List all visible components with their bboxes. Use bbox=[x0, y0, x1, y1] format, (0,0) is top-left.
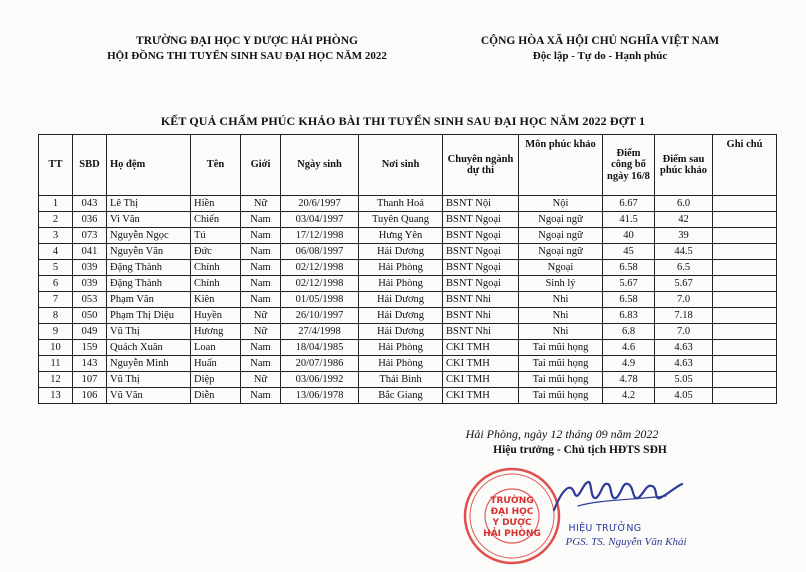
cell-ten: Chiến bbox=[191, 212, 241, 228]
cell-mon-phuc-khao: Tai mũi họng bbox=[519, 356, 603, 372]
table-row bbox=[39, 228, 777, 244]
cell-ngay-sinh: 13/06/1978 bbox=[281, 388, 359, 404]
cell-noi-sinh: Hưng Yên bbox=[359, 228, 443, 244]
table-row bbox=[39, 276, 777, 292]
table-header-row bbox=[39, 135, 777, 196]
cell-mon-phuc-khao: Sinh lý bbox=[519, 276, 603, 292]
council-name: HỘI ĐỒNG THI TUYỂN SINH SAU ĐẠI HỌC NĂM 2022 bbox=[107, 50, 387, 62]
cell-sbd: 143 bbox=[73, 356, 107, 372]
cell-tt: 7 bbox=[39, 292, 73, 308]
cell-sbd: 107 bbox=[73, 372, 107, 388]
cell-ngay-sinh: 20/6/1997 bbox=[281, 196, 359, 212]
cell-sbd: 039 bbox=[73, 276, 107, 292]
cell-ghi-chu bbox=[713, 340, 777, 356]
table-row bbox=[39, 196, 777, 212]
cell-tt: 4 bbox=[39, 244, 73, 260]
cell-ngay-sinh: 03/06/1992 bbox=[281, 372, 359, 388]
cell-tt: 3 bbox=[39, 228, 73, 244]
cell-gioi: Nam bbox=[241, 212, 281, 228]
cell-diem-sau-phuc-khao: 5.05 bbox=[655, 372, 713, 388]
col-header-noi-sinh: Nơi sinh bbox=[359, 135, 443, 196]
cell-ho-dem: Nguyễn Văn bbox=[107, 244, 191, 260]
cell-ho-dem: Vũ Thị bbox=[107, 324, 191, 340]
table-row bbox=[39, 388, 777, 404]
cell-noi-sinh: Hải Dương bbox=[359, 324, 443, 340]
cell-ghi-chu bbox=[713, 308, 777, 324]
cell-noi-sinh: Hải Dương bbox=[359, 308, 443, 324]
cell-noi-sinh: Hải Phòng bbox=[359, 276, 443, 292]
cell-ho-dem: Lê Thị bbox=[107, 196, 191, 212]
cell-chuyen-nganh: CKI TMH bbox=[443, 372, 519, 388]
cell-diem-cong-bo: 5.67 bbox=[603, 276, 655, 292]
cell-chuyen-nganh: BSNT Nhi bbox=[443, 308, 519, 324]
cell-mon-phuc-khao: Nhi bbox=[519, 292, 603, 308]
cell-gioi: Nữ bbox=[241, 372, 281, 388]
cell-ho-dem: Phạm Văn bbox=[107, 292, 191, 308]
stamp-line-3: Y DƯỢC bbox=[492, 518, 532, 528]
stamp-line-2: ĐẠI HỌC bbox=[490, 507, 534, 517]
cell-mon-phuc-khao: Tai mũi họng bbox=[519, 340, 603, 356]
cell-ghi-chu bbox=[713, 228, 777, 244]
cell-noi-sinh: Hải Dương bbox=[359, 292, 443, 308]
cell-diem-sau-phuc-khao: 6.5 bbox=[655, 260, 713, 276]
col-header-ten: Tên bbox=[191, 135, 241, 196]
cell-ho-dem: Nguyễn Minh bbox=[107, 356, 191, 372]
cell-ngay-sinh: 02/12/1998 bbox=[281, 260, 359, 276]
cell-ngay-sinh: 02/12/1998 bbox=[281, 276, 359, 292]
signer-title: HIỆU TRƯỞNG bbox=[568, 523, 642, 534]
cell-diem-sau-phuc-khao: 4.63 bbox=[655, 340, 713, 356]
cell-ten: Hiền bbox=[191, 196, 241, 212]
col-header-tt: TT bbox=[39, 135, 73, 196]
cell-noi-sinh: Hải Phòng bbox=[359, 356, 443, 372]
official-stamp bbox=[462, 466, 562, 566]
cell-noi-sinh: Hải Phòng bbox=[359, 340, 443, 356]
table-row bbox=[39, 244, 777, 260]
cell-sbd: 049 bbox=[73, 324, 107, 340]
cell-ngay-sinh: 26/10/1997 bbox=[281, 308, 359, 324]
cell-diem-cong-bo: 41.5 bbox=[603, 212, 655, 228]
cell-ngay-sinh: 20/07/1986 bbox=[281, 356, 359, 372]
cell-gioi: Nam bbox=[241, 260, 281, 276]
cell-diem-sau-phuc-khao: 6.0 bbox=[655, 196, 713, 212]
cell-ho-dem: Vũ Văn bbox=[107, 388, 191, 404]
cell-ten: Huyền bbox=[191, 308, 241, 324]
cell-sbd: 043 bbox=[73, 196, 107, 212]
cell-ten: Kiên bbox=[191, 292, 241, 308]
cell-ghi-chu bbox=[713, 292, 777, 308]
cell-diem-sau-phuc-khao: 5.67 bbox=[655, 276, 713, 292]
cell-chuyen-nganh: BSNT Ngoại bbox=[443, 276, 519, 292]
place-date: Hải Phòng, ngày 12 tháng 09 năm 2022 bbox=[465, 427, 659, 441]
cell-mon-phuc-khao: Tai mũi họng bbox=[519, 388, 603, 404]
cell-gioi: Nữ bbox=[241, 324, 281, 340]
cell-ho-dem: Nguyễn Ngọc bbox=[107, 228, 191, 244]
cell-diem-sau-phuc-khao: 42 bbox=[655, 212, 713, 228]
col-header-chuyen-nganh: Chuyên ngành dự thi bbox=[443, 135, 519, 196]
cell-ngay-sinh: 18/04/1985 bbox=[281, 340, 359, 356]
cell-gioi: Nam bbox=[241, 388, 281, 404]
cell-tt: 8 bbox=[39, 308, 73, 324]
cell-diem-cong-bo: 6.58 bbox=[603, 292, 655, 308]
table-row bbox=[39, 212, 777, 228]
col-header-diem-sau-phuc-khao: Điểm sau phúc khảo bbox=[655, 135, 713, 196]
cell-ten: Chính bbox=[191, 260, 241, 276]
cell-ghi-chu bbox=[713, 276, 777, 292]
table-row bbox=[39, 356, 777, 372]
cell-sbd: 106 bbox=[73, 388, 107, 404]
cell-diem-cong-bo: 40 bbox=[603, 228, 655, 244]
signer-role: Hiệu trưởng - Chủ tịch HĐTS SĐH bbox=[493, 444, 667, 456]
header-right bbox=[470, 34, 730, 64]
cell-chuyen-nganh: BSNT Ngoại bbox=[443, 244, 519, 260]
header-left bbox=[92, 34, 402, 64]
cell-noi-sinh: Hải Phòng bbox=[359, 260, 443, 276]
cell-diem-cong-bo: 4.2 bbox=[603, 388, 655, 404]
cell-gioi: Nữ bbox=[241, 196, 281, 212]
cell-chuyen-nganh: BSNT Nhi bbox=[443, 292, 519, 308]
table-row bbox=[39, 308, 777, 324]
cell-ten: Huấn bbox=[191, 356, 241, 372]
cell-diem-sau-phuc-khao: 39 bbox=[655, 228, 713, 244]
cell-ten: Hương bbox=[191, 324, 241, 340]
table-row bbox=[39, 260, 777, 276]
cell-sbd: 053 bbox=[73, 292, 107, 308]
table-row bbox=[39, 372, 777, 388]
cell-ghi-chu bbox=[713, 212, 777, 228]
table-row bbox=[39, 324, 777, 340]
cell-diem-sau-phuc-khao: 44.5 bbox=[655, 244, 713, 260]
cell-sbd: 036 bbox=[73, 212, 107, 228]
cell-ho-dem: Đặng Thành bbox=[107, 276, 191, 292]
cell-gioi: Nam bbox=[241, 340, 281, 356]
cell-ngay-sinh: 17/12/1998 bbox=[281, 228, 359, 244]
cell-diem-cong-bo: 6.83 bbox=[603, 308, 655, 324]
cell-gioi: Nam bbox=[241, 292, 281, 308]
cell-chuyen-nganh: BSNT Ngoại bbox=[443, 228, 519, 244]
cell-sbd: 050 bbox=[73, 308, 107, 324]
cell-chuyen-nganh: BSNT Nội bbox=[443, 196, 519, 212]
cell-ten: Diệp bbox=[191, 372, 241, 388]
cell-mon-phuc-khao: Nhi bbox=[519, 308, 603, 324]
cell-ghi-chu bbox=[713, 356, 777, 372]
cell-noi-sinh: Thanh Hoá bbox=[359, 196, 443, 212]
cell-diem-sau-phuc-khao: 7.0 bbox=[655, 292, 713, 308]
cell-tt: 9 bbox=[39, 324, 73, 340]
cell-gioi: Nam bbox=[241, 244, 281, 260]
cell-diem-cong-bo: 45 bbox=[603, 244, 655, 260]
country-name: CỘNG HÒA XÃ HỘI CHỦ NGHĨA VIỆT NAM bbox=[480, 35, 720, 47]
cell-tt: 2 bbox=[39, 212, 73, 228]
cell-gioi: Nam bbox=[241, 276, 281, 292]
col-header-sbd: SBD bbox=[73, 135, 107, 196]
cell-noi-sinh: Thái Bình bbox=[359, 372, 443, 388]
col-header-ho-dem: Họ đệm bbox=[107, 135, 191, 196]
cell-tt: 13 bbox=[39, 388, 73, 404]
cell-tt: 5 bbox=[39, 260, 73, 276]
cell-sbd: 039 bbox=[73, 260, 107, 276]
cell-mon-phuc-khao: Ngoại bbox=[519, 260, 603, 276]
cell-mon-phuc-khao: Nội bbox=[519, 196, 603, 212]
cell-sbd: 159 bbox=[73, 340, 107, 356]
cell-mon-phuc-khao: Ngoại ngữ bbox=[519, 228, 603, 244]
cell-ghi-chu bbox=[713, 324, 777, 340]
stamp-line-1: TRƯỜNG bbox=[490, 496, 534, 506]
cell-ho-dem: Vi Văn bbox=[107, 212, 191, 228]
cell-ten: Tú bbox=[191, 228, 241, 244]
cell-chuyen-nganh: BSNT Ngoại bbox=[443, 260, 519, 276]
cell-diem-cong-bo: 4.6 bbox=[603, 340, 655, 356]
cell-noi-sinh: Hải Dương bbox=[359, 244, 443, 260]
cell-ghi-chu bbox=[713, 372, 777, 388]
cell-tt: 1 bbox=[39, 196, 73, 212]
cell-chuyen-nganh: BSNT Nhi bbox=[443, 324, 519, 340]
cell-tt: 10 bbox=[39, 340, 73, 356]
cell-ghi-chu bbox=[713, 388, 777, 404]
cell-mon-phuc-khao: Tai mũi họng bbox=[519, 372, 603, 388]
cell-tt: 11 bbox=[39, 356, 73, 372]
col-header-ngay-sinh: Ngày sinh bbox=[281, 135, 359, 196]
cell-ho-dem: Phạm Thị Diệu bbox=[107, 308, 191, 324]
cell-ten: Đức bbox=[191, 244, 241, 260]
cell-diem-cong-bo: 6.67 bbox=[603, 196, 655, 212]
stamp-line-4: HẢI PHÒNG bbox=[483, 529, 541, 539]
cell-tt: 6 bbox=[39, 276, 73, 292]
col-header-mon-phuc-khao: Môn phúc khảo bbox=[519, 135, 603, 196]
col-header-diem-cong-bo: Điểm công bố ngày 16/8 bbox=[603, 135, 655, 196]
table-row bbox=[39, 292, 777, 308]
motto: Độc lập - Tự do - Hạnh phúc bbox=[532, 50, 668, 62]
cell-sbd: 073 bbox=[73, 228, 107, 244]
cell-ngay-sinh: 01/05/1998 bbox=[281, 292, 359, 308]
cell-ho-dem: Vũ Thị bbox=[107, 372, 191, 388]
cell-diem-cong-bo: 6.58 bbox=[603, 260, 655, 276]
signer-name: PGS. TS. Nguyễn Văn Khải bbox=[565, 536, 687, 548]
cell-diem-sau-phuc-khao: 7.0 bbox=[655, 324, 713, 340]
document-title: KẾT QUẢ CHẤM PHÚC KHẢO BÀI THI TUYỂN SINH SAU ĐẠI HỌC NĂM 2022 ĐỢT 1 bbox=[160, 114, 646, 128]
cell-diem-cong-bo: 4.78 bbox=[603, 372, 655, 388]
university-name: TRƯỜNG ĐẠI HỌC Y DƯỢC HẢI PHÒNG bbox=[136, 35, 358, 47]
cell-diem-sau-phuc-khao: 4.05 bbox=[655, 388, 713, 404]
cell-ghi-chu bbox=[713, 244, 777, 260]
cell-gioi: Nam bbox=[241, 228, 281, 244]
table-row bbox=[39, 340, 777, 356]
results-table bbox=[38, 134, 777, 404]
cell-diem-cong-bo: 4.9 bbox=[603, 356, 655, 372]
cell-diem-cong-bo: 6.8 bbox=[603, 324, 655, 340]
cell-gioi: Nam bbox=[241, 356, 281, 372]
cell-diem-sau-phuc-khao: 7.18 bbox=[655, 308, 713, 324]
cell-ghi-chu bbox=[713, 260, 777, 276]
cell-ten: Chính bbox=[191, 276, 241, 292]
cell-ngay-sinh: 03/04/1997 bbox=[281, 212, 359, 228]
cell-mon-phuc-khao: Ngoại ngữ bbox=[519, 244, 603, 260]
cell-sbd: 041 bbox=[73, 244, 107, 260]
cell-chuyen-nganh: BSNT Ngoại bbox=[443, 212, 519, 228]
cell-ten: Loan bbox=[191, 340, 241, 356]
cell-ngay-sinh: 27/4/1998 bbox=[281, 324, 359, 340]
cell-ngay-sinh: 06/08/1997 bbox=[281, 244, 359, 260]
cell-diem-sau-phuc-khao: 4.63 bbox=[655, 356, 713, 372]
cell-ho-dem: Quách Xuân bbox=[107, 340, 191, 356]
col-header-ghi-chu: Ghi chú bbox=[713, 135, 777, 196]
cell-chuyen-nganh: CKI TMH bbox=[443, 388, 519, 404]
cell-ten: Diễn bbox=[191, 388, 241, 404]
cell-mon-phuc-khao: Nhi bbox=[519, 324, 603, 340]
cell-ho-dem: Đặng Thành bbox=[107, 260, 191, 276]
col-header-gioi: Giới bbox=[241, 135, 281, 196]
handwritten-signature bbox=[548, 470, 688, 520]
cell-mon-phuc-khao: Ngoại ngữ bbox=[519, 212, 603, 228]
cell-chuyen-nganh: CKI TMH bbox=[443, 356, 519, 372]
cell-gioi: Nữ bbox=[241, 308, 281, 324]
cell-tt: 12 bbox=[39, 372, 73, 388]
cell-noi-sinh: Tuyên Quang bbox=[359, 212, 443, 228]
cell-noi-sinh: Bắc Giang bbox=[359, 388, 443, 404]
cell-ghi-chu bbox=[713, 196, 777, 212]
cell-chuyen-nganh: CKI TMH bbox=[443, 340, 519, 356]
